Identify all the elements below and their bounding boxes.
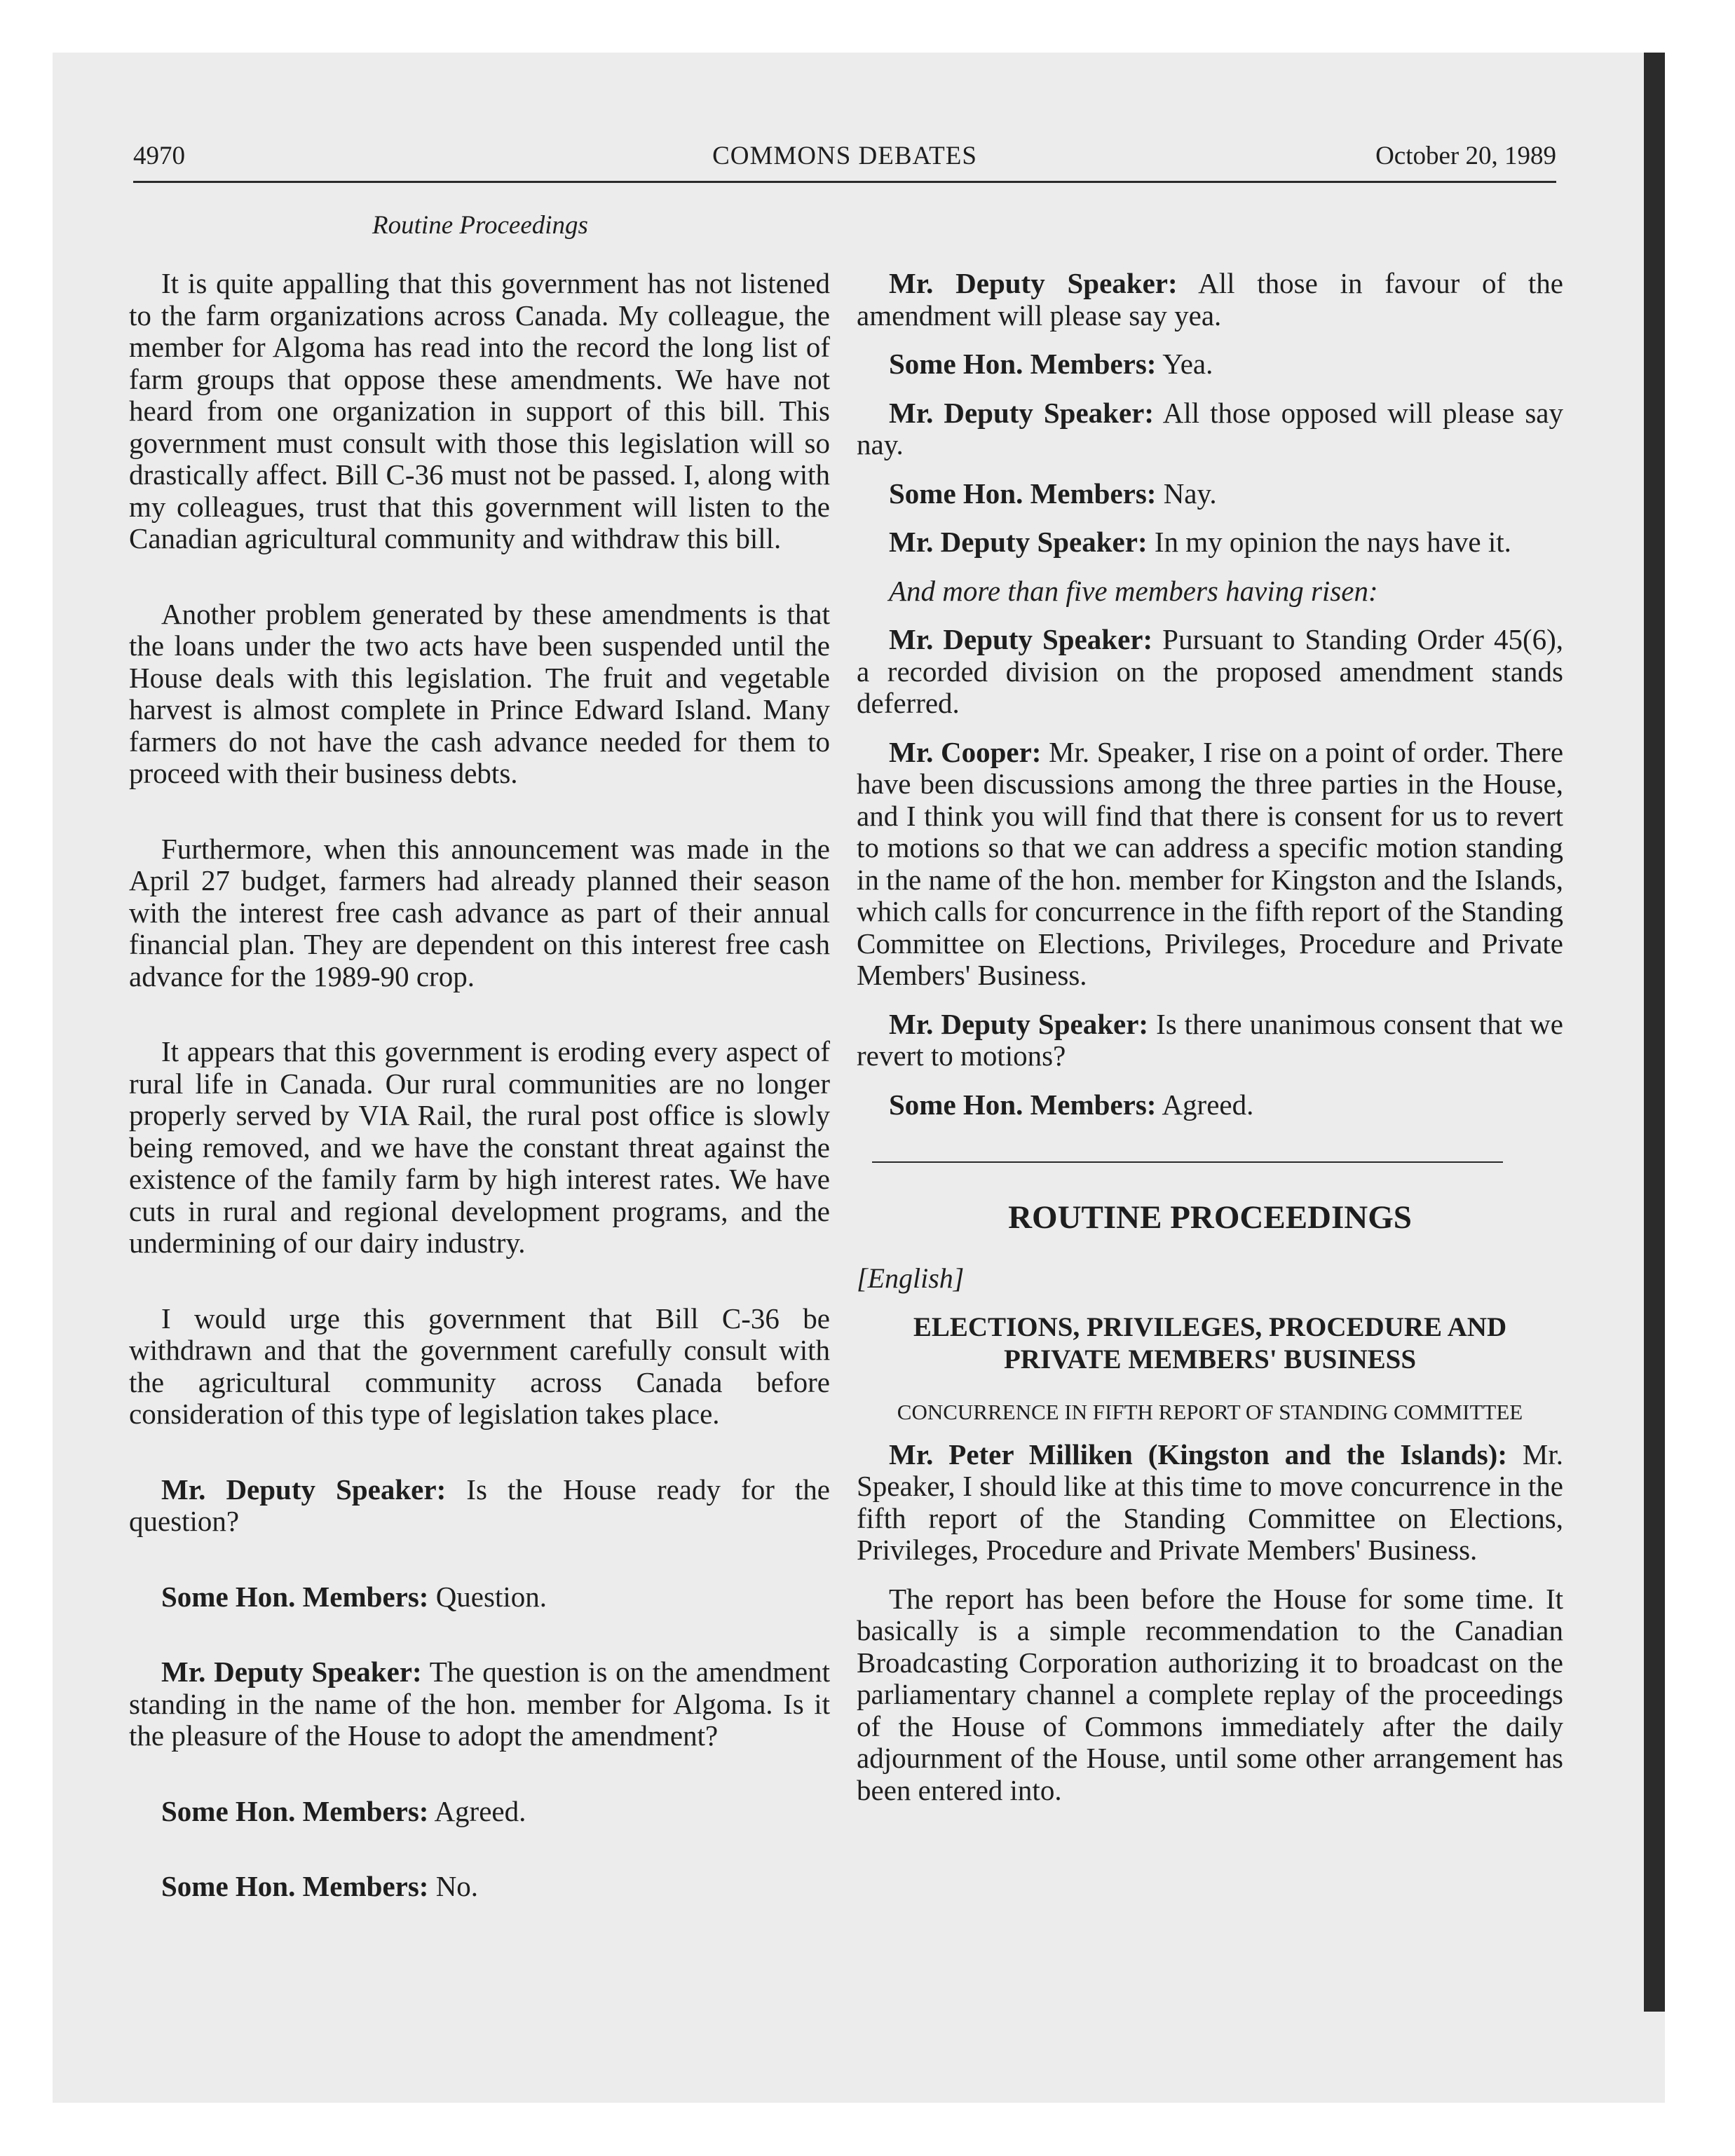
- speech: Some Hon. Members: Yea.: [889, 348, 1213, 380]
- section-divider: [872, 1161, 1503, 1163]
- speech: Some Hon. Members: Agreed.: [889, 1088, 1254, 1121]
- speech: Mr. Deputy Speaker: Is there unanimous consent that we revert to motions?: [857, 1007, 1563, 1072]
- publication-date: October 20, 1989: [1375, 142, 1556, 170]
- right-column: [857, 268, 1563, 1806]
- speech: Some Hon. Members: Nay.: [889, 477, 1217, 510]
- speech: Some Hon. Members: Agreed.: [161, 1794, 526, 1827]
- paragraph: Furthermore, when this announcement was made in the April 27 budget, farmers had already planned their season with the interest free cash advance as part of their annual financial plan. They are dependent on this interest free cash advance for the 1989-90 crop.: [129, 832, 830, 992]
- speech: Mr. Deputy Speaker: The question is on the amendment standing in the name of the hon. member for Algoma. Is it the pleasure of the House to adopt the amendment?: [129, 1656, 830, 1752]
- paragraph: It appears that this government is eroding every aspect of rural life in Canada. Our rural communities are no longer properly served by VIA Rail, the rural post office is slowly being removed, and we have the constant threat against the existence of the family farm by high interest rates. We have cuts in rural and regional development programs, and the undermining of our dairy industry.: [129, 1035, 830, 1259]
- page-header: [133, 139, 1556, 179]
- paragraph: The report has been before the House for some time. It basically is a simple recommendation to the Canadian Broadcasting Corporation authorizing it to broadcast on the parliamentary channel a complete replay of the proceedings of the House of Commons immediately after the daily adjournment of the House, until some other arrangement has been entered into.: [857, 1582, 1563, 1806]
- language-marker: [English]: [857, 1262, 965, 1294]
- page-number: 4970: [133, 142, 185, 170]
- speech: Mr. Deputy Speaker: In my opinion the nays have it.: [889, 526, 1511, 558]
- stage-direction: And more than five members having risen:: [889, 574, 1378, 607]
- speech: Mr. Deputy Speaker: Is the House ready for the question?: [129, 1473, 831, 1537]
- speech: Mr. Deputy Speaker: All those opposed will please say nay.: [857, 396, 1563, 460]
- section-subtitle: ELECTIONS, PRIVILEGES, PROCEDURE AND PRIVATE MEMBERS' BUSINESS: [913, 1311, 1507, 1374]
- scan-edge-bar: [1644, 53, 1665, 2012]
- speech: Mr. Cooper: Mr. Speaker, I rise on a point of order. There have been discussions among the three parties in the House, and I think you will find that there is consent for us to revert to motions so that we can address a specific motion standing in the name of the hon. member for Kingston and the Islands, which calls for concurrence in the fifth report of the Standing Committee on Elections, Privileges, Procedure and Private Members' Business.: [857, 735, 1564, 991]
- section-sub-subtitle: CONCURRENCE IN FIFTH REPORT OF STANDING COMMITTEE: [897, 1399, 1523, 1424]
- speech: Mr. Deputy Speaker: All those in favour of the amendment will please say yea.: [857, 267, 1563, 332]
- paragraph: I would urge this government that Bill C-36 be withdrawn and that the government carefully consult with the agricultural community across Canada before consideration of this type of legislation takes place.: [129, 1302, 830, 1430]
- header-rule: [133, 181, 1556, 183]
- left-column: [129, 268, 830, 1903]
- publication-title: COMMONS DEBATES: [712, 142, 977, 170]
- speech: Some Hon. Members: No.: [161, 1870, 479, 1902]
- speech: Mr. Deputy Speaker: Pursuant to Standing Order 45(6), a recorded division on the proposed amendment stands deferred.: [857, 623, 1564, 719]
- paragraph: It is quite appalling that this government has not listened to the farm organizations across Canada. My colleague, the member for Algoma has read into the record the long list of farm groups that oppose these amendments. We have not heard from one organization in support of this bill. This government must consult with those this legislation will so drastically affect. Bill C-36 must not be passed. I, along with my colleagues, trust that this government will listen to the Canadian agricultural community and withdraw this bill.: [129, 267, 830, 554]
- speech: Mr. Peter Milliken (Kingston and the Islands): Mr. Speaker, I should like at this time to move concurrence in the fifth report of the Standing Committee on Elections, Privileges, Procedure and Private Members' Business.: [857, 1438, 1563, 1566]
- section-title: ROUTINE PROCEEDINGS: [1008, 1199, 1412, 1236]
- paragraph: Another problem generated by these amendments is that the loans under the two acts have been suspended until the House deals with this legislation. The fruit and vegetable harvest is almost complete in Prince Edward Island. Many farmers do not have the cash advance needed for them to proceed with their business debts.: [129, 597, 830, 789]
- running-head: Routine Proceedings: [372, 211, 588, 240]
- speech: Some Hon. Members: Question.: [161, 1580, 547, 1613]
